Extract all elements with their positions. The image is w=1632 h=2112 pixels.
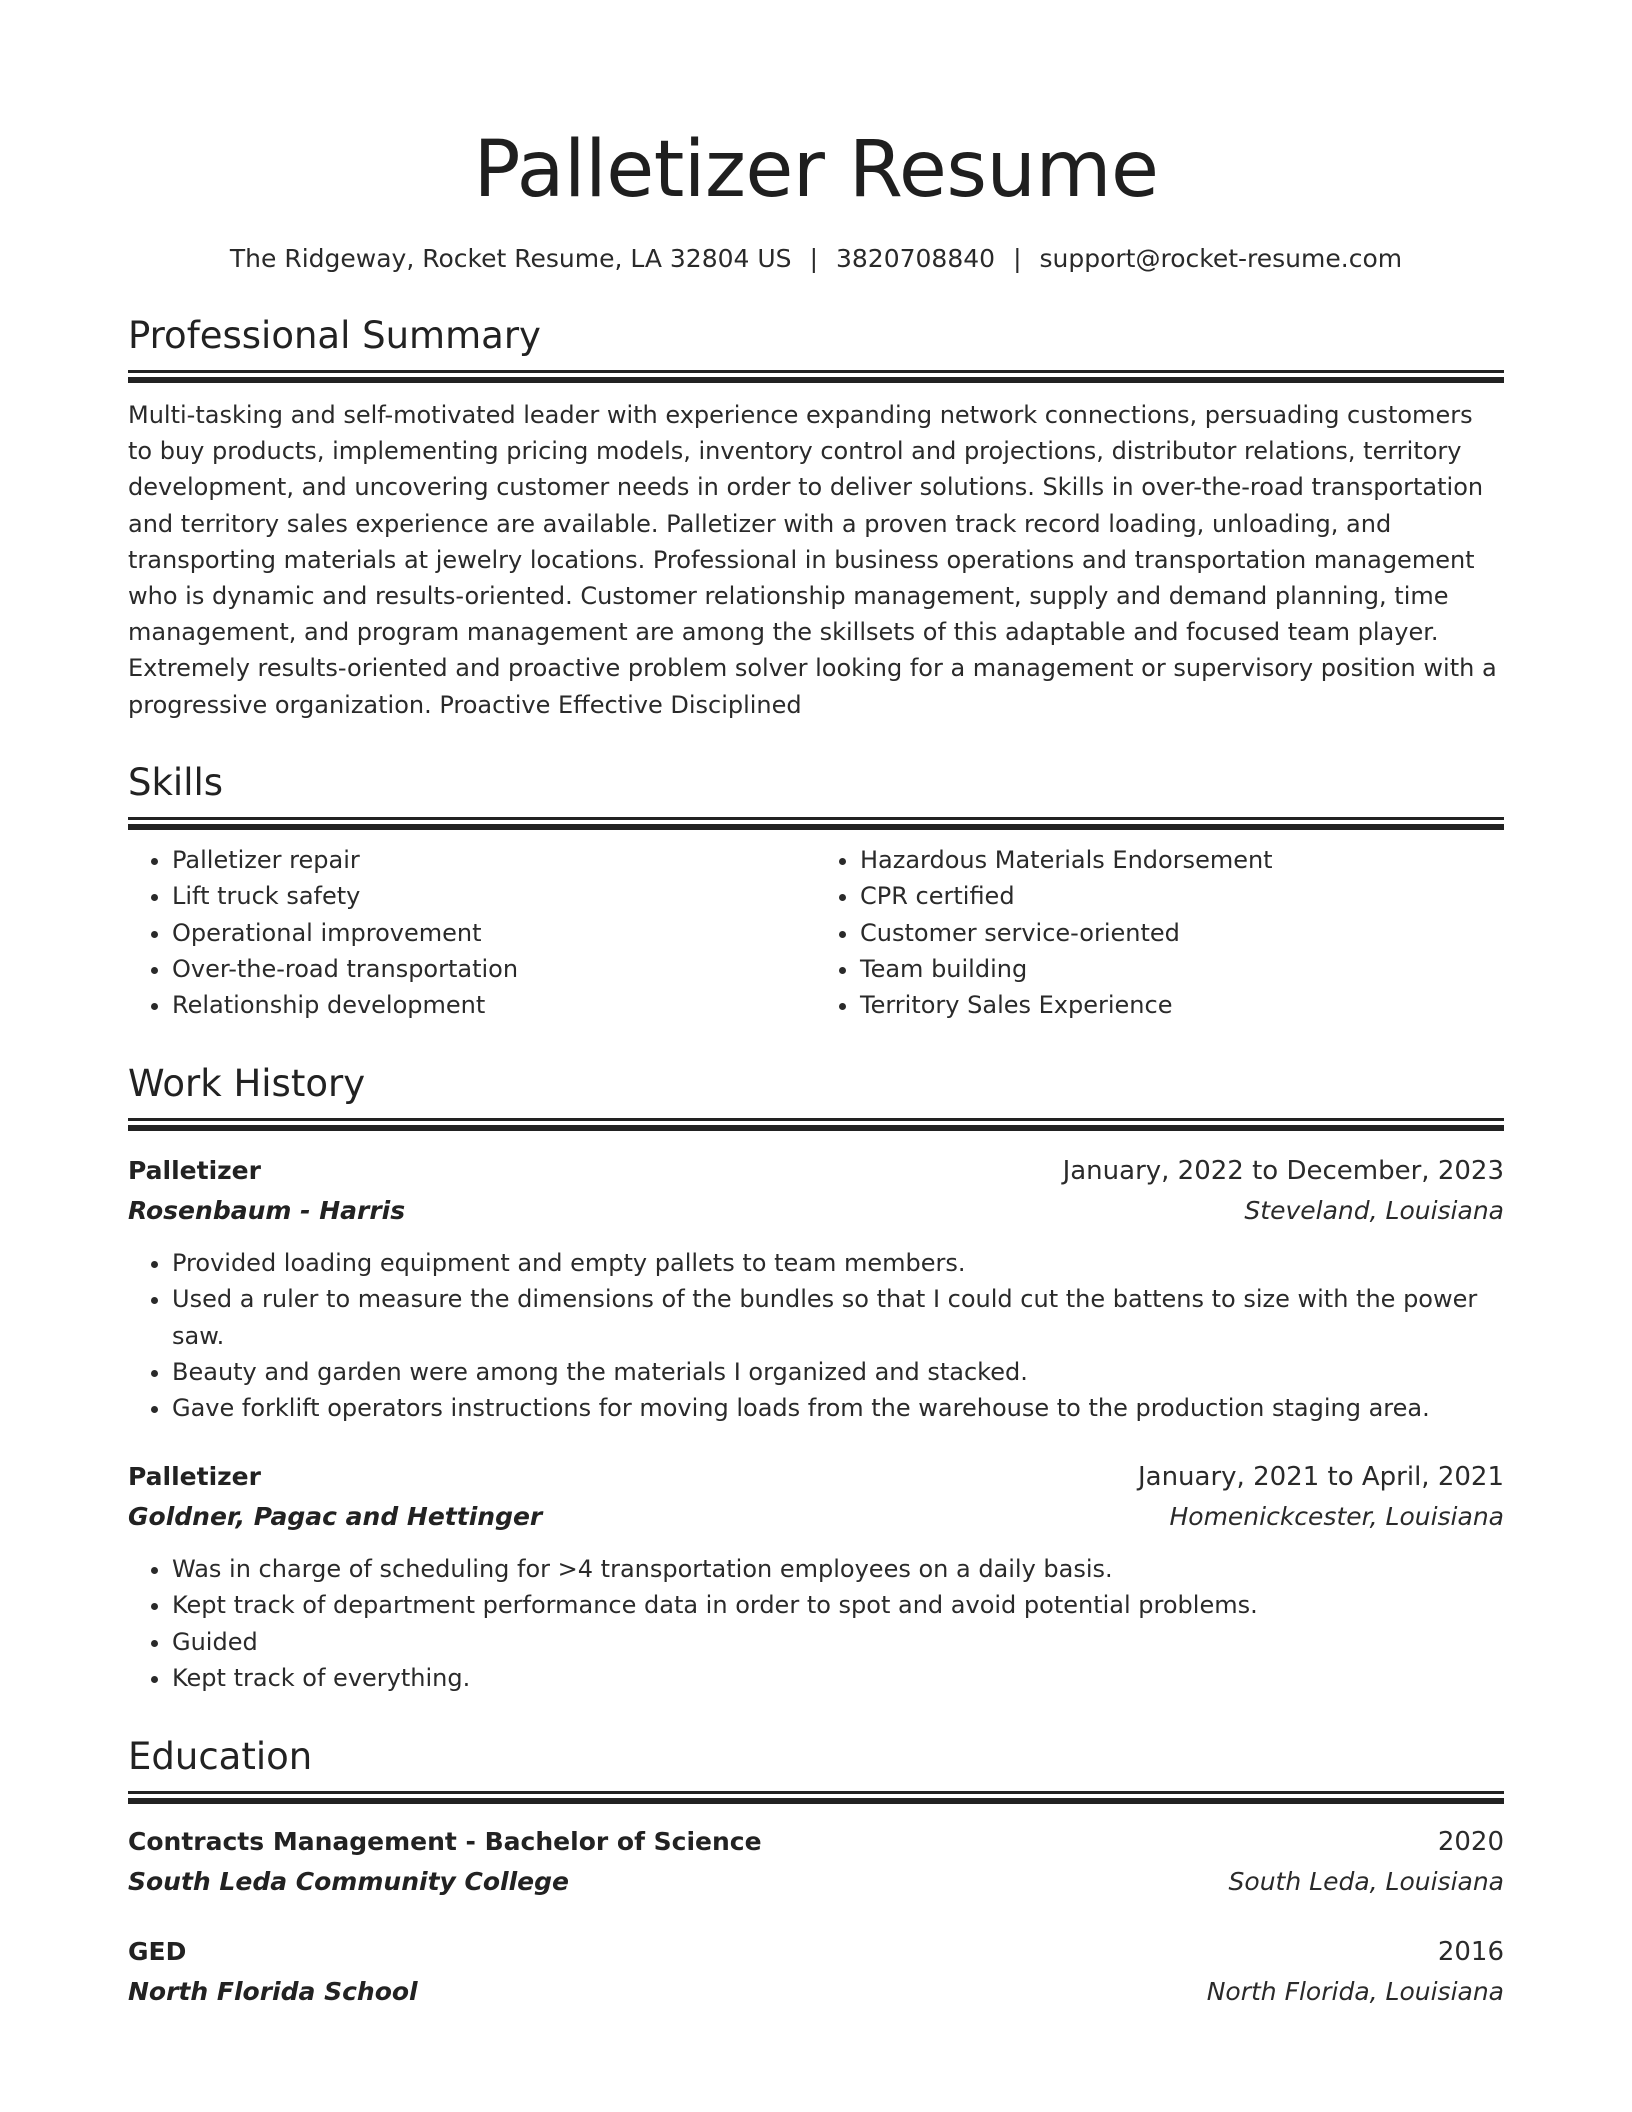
education-school: North Florida School — [128, 1976, 418, 2006]
job-header-row — [128, 1457, 1504, 1497]
job-bullets — [128, 1551, 1504, 1697]
skills-columns — [128, 842, 1504, 1024]
job-bullet: • Kept track of everything. — [172, 1660, 1504, 1696]
job-bullets — [128, 1245, 1504, 1427]
education-school-row — [128, 1862, 1504, 1902]
education-degree-row — [128, 1932, 1504, 1972]
job-company-row — [128, 1497, 1504, 1537]
resume-page — [128, 120, 1504, 2012]
contact-address: The Ridgeway, Rocket Resume, LA 32804 US — [229, 244, 792, 273]
education-degree: Contracts Management - Bachelor of Science — [128, 1826, 762, 1856]
skill-item: • Territory Sales Experience — [860, 987, 1504, 1023]
skill-item: • Team building — [860, 951, 1504, 987]
job-location: Steveland, Louisiana — [1244, 1195, 1504, 1225]
education-entry — [128, 1822, 1504, 1902]
job-role: Palletizer — [128, 1155, 261, 1185]
education-location: South Leda, Louisiana — [1228, 1866, 1504, 1896]
section-heading-summary: Professional Summary — [128, 314, 541, 357]
skills-list-left — [128, 842, 816, 1024]
work-section — [128, 1060, 1504, 1697]
education-entry — [128, 1932, 1504, 2012]
job-bullet: • Kept track of department performance data in order to spot and avoid potential problems. — [172, 1587, 1504, 1623]
contact-separator: | — [1013, 244, 1022, 273]
job-dates: January, 2021 to April, 2021 — [1137, 1461, 1504, 1492]
section-divider — [128, 1118, 1504, 1131]
education-section — [128, 1733, 1504, 2012]
job-dates: January, 2022 to December, 2023 — [1062, 1155, 1504, 1186]
contact-email: support@rocket-resume.com — [1039, 244, 1403, 273]
section-divider — [128, 817, 1504, 830]
job-bullet: • Guided — [172, 1624, 1504, 1660]
section-heading-skills: Skills — [128, 760, 224, 804]
education-school: South Leda Community College — [128, 1866, 569, 1896]
section-heading-education: Education — [128, 1734, 313, 1778]
section-divider — [128, 1791, 1504, 1804]
skill-item: • Over-the-road transportation — [172, 951, 816, 987]
skill-item: • Palletizer repair — [172, 842, 816, 878]
skill-item: • Lift truck safety — [172, 878, 816, 914]
summary-text: Multi-tasking and self-motivated leader with experience expanding network connections, persuading customers to buy products, implementing pricing models, inventory control and projections, distributor relations, territory development, and uncovering customer needs in order to deliver solutions. Skills in over-the-road transportation and territory sales experience are available. Palletizer with a proven track record loading, unloading, and transporting materials at jewelry locations. Professional in business operations and transportation management who is dynamic and results-oriented. Customer relationship management, supply and demand planning, time management, and program management are among the skillsets of this adaptable and focused team player. Extremely results-oriented and proactive problem solver looking for a management or supervisory position with a progressive organization. Proactive Effective Disciplined — [128, 401, 1497, 719]
contact-phone: 3820708840 — [836, 244, 996, 273]
skills-list-right — [816, 842, 1504, 1024]
job-company: Rosenbaum - Harris — [128, 1195, 406, 1225]
job-bullet: • Was in charge of scheduling for >4 transportation employees on a daily basis. — [172, 1551, 1504, 1587]
education-school-row — [128, 1972, 1504, 2012]
education-year: 2016 — [1437, 1936, 1504, 1967]
job-bullet: • Beauty and garden were among the materials I organized and stacked. — [172, 1354, 1504, 1390]
education-location: North Florida, Louisiana — [1206, 1976, 1504, 2006]
education-degree-row — [128, 1822, 1504, 1862]
job-bullet: • Gave forklift operators instructions for moving loads from the warehouse to the production staging area. — [172, 1390, 1504, 1426]
skill-item: • Customer service-oriented — [860, 915, 1504, 951]
job-header-row — [128, 1151, 1504, 1191]
resume-title: Palletizer Resume — [473, 125, 1159, 215]
education-degree: GED — [128, 1936, 187, 1966]
skill-item: • Hazardous Materials Endorsement — [860, 842, 1504, 878]
contact-line — [128, 242, 1504, 276]
section-divider — [128, 370, 1504, 383]
section-heading-work: Work History — [128, 1061, 366, 1105]
job-company-row — [128, 1191, 1504, 1231]
job-bullet: • Provided loading equipment and empty pallets to team members. — [172, 1245, 1504, 1281]
skill-item: • CPR certified — [860, 878, 1504, 914]
job-bullet: • Used a ruler to measure the dimensions of the bundles so that I could cut the battens to size with the power saw. — [172, 1281, 1504, 1354]
contact-separator: | — [809, 244, 818, 273]
job-location: Homenickcester, Louisiana — [1169, 1501, 1504, 1531]
job-role: Palletizer — [128, 1461, 261, 1491]
job-company: Goldner, Pagac and Hettinger — [128, 1501, 543, 1531]
summary-section — [128, 312, 1504, 723]
job-entry — [128, 1151, 1504, 1427]
skill-item: • Operational improvement — [172, 915, 816, 951]
skill-item: • Relationship development — [172, 987, 816, 1023]
job-entry — [128, 1457, 1504, 1697]
skills-section — [128, 759, 1504, 1024]
education-year: 2020 — [1437, 1826, 1504, 1857]
